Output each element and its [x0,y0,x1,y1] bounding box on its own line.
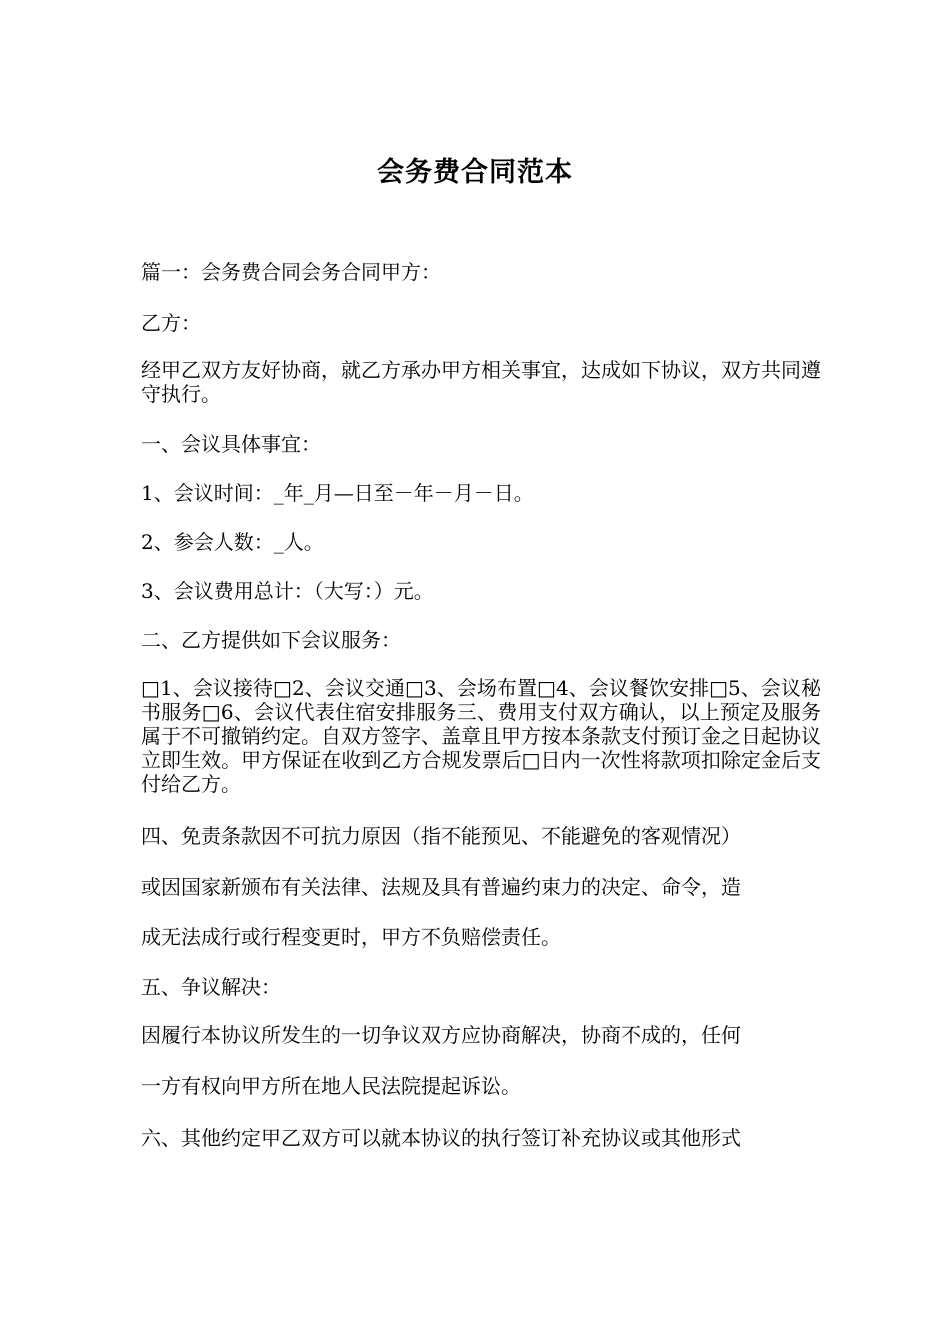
paragraph-services-and-payment: □1、会议接待□2、会议交通□3、会场布置□4、会议餐饮安排□5、会议秘书服务□6、会议代表住宿安排服务三、费用支付双方确认，以上预定及服务属于不可撤销约定。自双方签字、盖章且甲方按本条款支付预订金之日起协议立即生效。甲方保证在收到乙方合规发票后□日内一次性将款项扣除定金后支付给乙方。 [141,676,821,796]
paragraph-section-four-line-1: 四、免责条款因不可抗力原因（指不能预见、不能避免的客观情况） [141,824,741,848]
paragraph-dispute-line-2: 一方有权向甲方所在地人民法院提起诉讼。 [141,1074,521,1098]
paragraph-section-one: 一、会议具体事宜： [141,432,321,456]
paragraph-attendee-count: 2、参会人数：_人。 [141,530,324,554]
paragraph-total-cost: 3、会议费用总计：（大写：）元。 [141,579,434,603]
paragraph-section-four-line-2: 或因国家新颁布有关法律、法规及具有普遍约束力的决定、命令，造 [141,875,741,899]
paragraph-section-two: 二、乙方提供如下会议服务： [141,628,401,652]
paragraph-agreement-intro: 经甲乙双方友好协商，就乙方承办甲方相关事宜，达成如下协议，双方共同遵守执行。 [141,358,821,406]
paragraph-party-b: 乙方： [141,311,201,335]
paragraph-section-six: 六、其他约定甲乙双方可以就本协议的执行签订补充协议或其他形式 [141,1126,741,1150]
paragraph-section-five: 五、争议解决： [141,975,281,999]
paragraph-meeting-time: 1、会议时间：_年_月—日至－年－月－日。 [141,481,534,505]
paragraph-dispute-line-1: 因履行本协议所发生的一切争议双方应协商解决，协商不成的，任何 [141,1023,741,1047]
document-title: 会务费合同范本 [377,157,573,188]
paragraph-section-four-line-3: 成无法成行或行程变更时，甲方不负赔偿责任。 [141,925,561,949]
paragraph-part-one-heading: 篇一：会务费合同会务合同甲方： [141,260,441,284]
